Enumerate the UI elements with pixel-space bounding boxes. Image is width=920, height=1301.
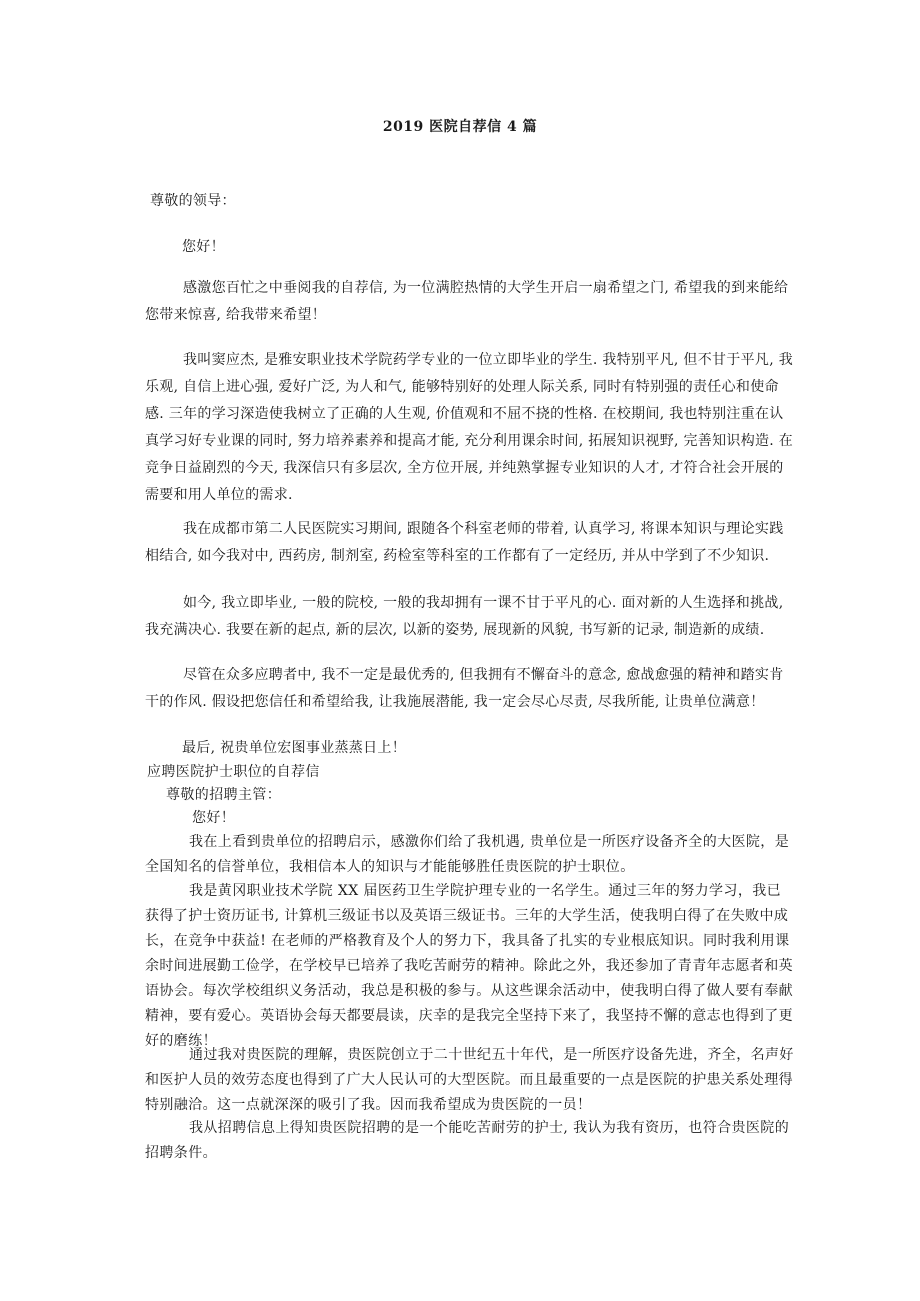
letter1-paragraph-3: 我在成都市第二人民医院实习期间, 跟随各个科室老师的带着, 认真学习, 将课本知识与理论实践相结合, 如今我对中, 西药房, 制剂室, 药检室等科室的工作都有了一定经历, 并从中学到了不少知识.: [145, 521, 784, 564]
letter1-closing: 最后, 祝贵单位宏图事业蒸蒸日上！: [182, 740, 406, 756]
letter2-paragraph-2: 我是黄冈职业技术学院 XX 届医药卫生学院护理专业的一名学生。通过三年的努力学习，我已获得了护士资历证书, 计算机三级证书以及英语三级证书。三年的大学生活，使我明白得了在失败中成长，在竞争中获益! 在老师的严格教育及个人的努力下，我具备了扎实的专业根底知识。同时我利用课余时间进展勤工俭学，在学校早已培养了我吃苦耐劳的精神。除此之外，我还参加了青青年志愿者和英语协会。每次学校组织义务活动，我总是积极的参与。从这些课余活动中，使我明白得了做人要有奉献精神，要有爱心。英语协会每天都要晨读，庆幸的是我完全坚持下来了，我坚持不懈的意志也得到了更好的磨练！: [145, 883, 793, 1049]
letter1-paragraph-1: 感激您百忙之中垂阅我的自荐信, 为一位满腔热情的大学生开启一扇希望之门, 希望我的到来能给您带来惊喜, 给我带来希望！: [145, 280, 789, 323]
letter1-paragraph-4: 如今, 我立即毕业, 一般的院校, 一般的我却拥有一课不甘于平凡的心. 面对新的人生选择和挑战, 我充满决心. 我要在新的起点, 新的层次, 以新的姿势, 展现新的风貌, 书写新的记录, 制造新的成绩.: [145, 595, 784, 638]
letter1-greeting: 您好！: [182, 239, 225, 255]
letter1-paragraph-2: 我叫窦应杰, 是雅安职业技术学院药学专业的一位立即毕业的学生. 我特别平凡, 但不甘于平凡, 我乐观, 自信上进心强, 爱好广泛, 为人和气, 能够特别好的处理人际关系, 同时有特别强的责任心和使命感. 三年的学习深造使我树立了正确的人生观, 价值观和不屈不挠的性格. 在校期间, 我也特别注重在认真学习好专业课的同时, 努力培养素养和提高才能, 充分利用课余时间, 拓展知识视野, 完善知识构造. 在竞争日益剧烈的今天, 我深信只有多层次, 全方位开展, 并纯熟掌握专业知识的人才, 才符合社会开展的需要和用人单位的需求.: [145, 352, 794, 503]
letter2-paragraph-4: 我从招聘信息上得知贵医院招聘的是一个能吃苦耐劳的护士, 我认为我有资历，也符合贵医院的招聘条件。: [145, 1120, 790, 1161]
letter2-paragraph-3: 通过我对贵医院的理解，贵医院创立于二十世纪五十年代，是一所医疗设备先进，齐全，名声好和医护人员的效劳态度也得到了广大人民认可的大型医院。而且最重要的一点是医院的护患关系处理得特别融洽。这一点就深深的吸引了我。因而我希望成为贵医院的一员！: [145, 1047, 794, 1113]
letter1-salutation: 尊敬的领导：: [150, 193, 236, 209]
letter2-heading: 应聘医院护士职位的自荐信: [147, 764, 320, 780]
letter2-paragraph-1: 我在上看到贵单位的招聘启示，感激你们给了我机遇, 贵单位是一所医疗设备齐全的大医院，是全国知名的信誉单位，我相信本人的知识与才能能够胜任贵医院的护士职位。: [145, 834, 790, 875]
letter2-salutation: 尊敬的招聘主管：: [166, 787, 282, 803]
page-title: 2019 医院自荐信 4 篇: [382, 119, 538, 135]
letter1-paragraph-5: 尽管在众多应聘者中, 我不一定是最优秀的, 但我拥有不懈奋斗的意念, 愈战愈强的精神和踏实肯干的作风. 假设把您信任和希望给我, 让我施展潜能, 我一定会尽心尽责, 尽我所能, 让贵单位满意！: [145, 667, 784, 710]
letter2-greeting: 您好！: [192, 810, 236, 826]
